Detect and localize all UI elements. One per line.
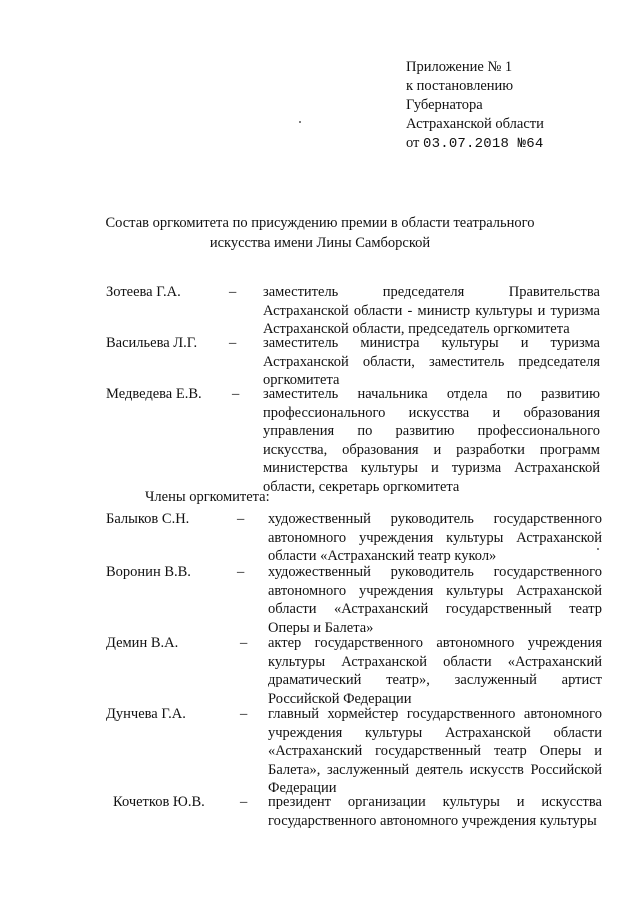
dash-separator: –: [240, 706, 248, 722]
dash-separator: –: [232, 386, 240, 402]
member-name: Дунчева Г.А.: [106, 706, 186, 722]
roster-row: [0, 283, 640, 339]
appendix-reference: к постановлению: [406, 78, 514, 94]
appendix-block: [406, 58, 606, 154]
member-name: Медведева Е.В.: [106, 386, 202, 402]
appendix-number: Приложение № 1: [406, 59, 513, 75]
member-name: Зотеева Г.А.: [106, 284, 181, 300]
member-role: главный хормейстер государственного автономного учреждения культуры Астраханской области «Астраханский государственный театр Оперы и Балета», заслуженный деятель искусств Российской Федерации: [268, 706, 602, 796]
dash-separator: –: [229, 284, 237, 300]
member-role: актер государственного автономного учреждения культуры Астраханской области «Астраханский драматический театр», заслуженный артист Российской Федерации: [268, 635, 602, 707]
member-role: заместитель начальника отдела по развитию профессионального искусства и образования управления по развитию профессионального искусства, образования и разработки программ министерства культуры и туризма Астраханской области, секретарь оргкомитета: [263, 386, 600, 495]
dash-separator: –: [237, 564, 245, 580]
member-name: Кочетков Ю.В.: [113, 794, 205, 810]
dash-separator: –: [240, 794, 248, 810]
member-role: художественный руководитель государственного автономного учреждения культуры Астраханской области «Астраханский государственный театр Оперы и Балета»: [268, 564, 602, 636]
roster-row: [0, 793, 640, 833]
appendix-date-prefix: от: [406, 135, 420, 151]
document-title: Состав оргкомитета по присуждению премии в области театрального искусства имени Лины Самборской: [105, 215, 535, 251]
appendix-authority: Губернатора: [406, 97, 483, 113]
member-name: Воронин В.В.: [106, 564, 191, 580]
roster-row: [0, 563, 640, 638]
dash-separator: –: [237, 511, 245, 527]
dash-separator: –: [229, 335, 237, 351]
member-role: президент организации культуры и искусства государственного автономного учреждения культуры: [268, 794, 602, 829]
scan-speck: [597, 548, 599, 550]
appendix-date-line: [406, 134, 606, 154]
member-role: заместитель председателя Правительства Астраханской области - министр культуры и туризма Астраханской области, председатель оргкомитета: [263, 284, 600, 337]
dash-separator: –: [240, 635, 248, 651]
scan-speck: [299, 121, 301, 123]
member-role: художественный руководитель государственного автономного учреждения культуры Астраханской области «Астраханский театр кукол»: [268, 511, 602, 564]
roster-row: [0, 634, 640, 709]
appendix-region: Астраханской области: [406, 116, 544, 132]
member-name: Васильева Л.Г.: [106, 335, 198, 351]
members-heading: Члены оргкомитета:: [145, 489, 270, 505]
roster-row: [0, 334, 640, 390]
roster-row: [0, 510, 640, 566]
appendix-date-value: 03.07.2018 №64: [423, 136, 544, 152]
member-name: Демин В.А.: [106, 635, 179, 651]
member-name: Балыков С.Н.: [106, 511, 190, 527]
member-role: заместитель министра культуры и туризма Астраханской области, заместитель председателя оргкомитета: [263, 335, 600, 388]
roster-row: [0, 705, 640, 799]
roster-row: [0, 385, 640, 495]
